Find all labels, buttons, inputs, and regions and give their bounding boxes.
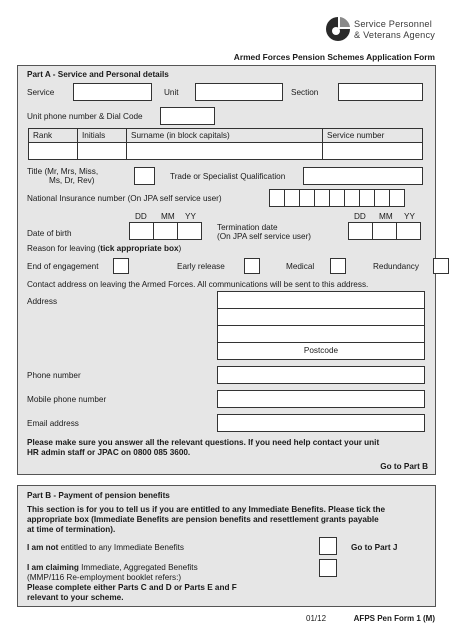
agency-name-line-2: & Veterans Agency [354, 29, 436, 40]
title-label-line-1: Title (Mr, Mrs, Miss, [27, 167, 99, 176]
agency-logo-icon [325, 16, 351, 42]
ni-box-1[interactable] [269, 189, 285, 207]
term-year-field[interactable] [396, 222, 421, 240]
go-to-part-j: Go to Part J [351, 543, 398, 552]
service-number-field[interactable] [323, 143, 422, 159]
dob-day-field[interactable] [129, 222, 154, 240]
address-label: Address [27, 297, 58, 306]
term-dd-label: DD [354, 212, 366, 221]
unit-phone-field[interactable] [160, 107, 215, 125]
reason-for-leaving-label [27, 244, 181, 253]
trade-field[interactable] [303, 167, 423, 185]
dob-yy-label: YY [185, 212, 196, 221]
ni-box-9[interactable] [389, 189, 405, 207]
not-entitled-label [27, 543, 184, 552]
ni-box-6[interactable] [344, 189, 360, 207]
service-label: Service [27, 88, 55, 97]
term-mm-label: MM [379, 212, 393, 221]
termination-label-line-2: (On JPA self service user) [217, 232, 312, 241]
not-entitled-checkbox[interactable] [319, 537, 337, 555]
rank-field[interactable] [29, 143, 78, 159]
personal-table-row [28, 142, 423, 160]
ni-box-2[interactable] [284, 189, 300, 207]
not-entitled-rest: entitled to any Immediate Benefits [58, 543, 185, 552]
phone-field[interactable] [217, 366, 425, 384]
part-b-intro-line-2: appropriate box (Immediate Benefits are pension benefits and resettlement grants payable [27, 515, 379, 524]
unit-field[interactable] [195, 83, 283, 101]
claiming-rest: Immediate, Aggregated Benefits [78, 563, 198, 572]
rank-column-header: Rank [29, 129, 78, 142]
section-field[interactable] [338, 83, 423, 101]
section-label: Section [291, 88, 319, 97]
mobile-label: Mobile phone number [27, 395, 107, 404]
claiming-line-2: (MMP/116 Re-employment booklet refers:) [27, 573, 182, 582]
ni-box-8[interactable] [374, 189, 390, 207]
address-line-3-field[interactable] [217, 325, 425, 343]
end-of-engagement-label: End of engagement [27, 262, 99, 271]
termination-date-boxes [348, 222, 420, 240]
trade-label: Trade or Specialist Qualification [170, 172, 286, 181]
dob-mm-label: MM [161, 212, 175, 221]
address-fields [217, 291, 425, 359]
dob-dd-label: DD [135, 212, 147, 221]
dob-month-field[interactable] [153, 222, 178, 240]
medical-label: Medical [286, 262, 315, 271]
part-b-intro-line-3: at time of termination). [27, 525, 116, 534]
help-text-line-1: Please make sure you answer all the relevant questions. If you need help contact your unit [27, 438, 380, 447]
footer-date: 01/12 [306, 614, 327, 623]
ni-number-label: National Insurance number (On JPA self service user) [27, 194, 222, 203]
personal-table-header [28, 128, 423, 143]
postcode-label: Postcode [303, 346, 339, 355]
service-field[interactable] [73, 83, 152, 101]
address-line-1-field[interactable] [217, 291, 425, 309]
unit-phone-label: Unit phone number & Dial Code [27, 112, 143, 121]
ni-box-7[interactable] [359, 189, 375, 207]
email-field[interactable] [217, 414, 425, 432]
end-of-engagement-checkbox[interactable] [113, 258, 129, 274]
term-month-field[interactable] [372, 222, 397, 240]
reason-suffix: ) [178, 244, 182, 253]
unit-label: Unit [164, 88, 179, 97]
not-entitled-bold: I am not [27, 543, 59, 552]
claiming-checkbox[interactable] [319, 559, 337, 577]
part-a-panel [17, 65, 436, 475]
part-b-panel [17, 485, 436, 607]
claiming-line-4: relevant to your scheme. [27, 593, 124, 602]
surname-column-header: Surname (in block capitals) [127, 129, 323, 142]
part-b-intro-line-1: This section is for you to tell us if you are entitled to any Immediate Benefits. Please tick the [27, 505, 386, 514]
ni-box-5[interactable] [329, 189, 345, 207]
redundancy-label: Redundancy [373, 262, 419, 271]
help-text-line-2: HR admin staff or JPAC on 0800 085 3600. [27, 448, 191, 457]
initials-column-header: Initials [78, 129, 127, 142]
redundancy-checkbox[interactable] [433, 258, 449, 274]
initials-field[interactable] [78, 143, 127, 159]
footer-form-id: AFPS Pen Form 1 (M) [353, 614, 435, 623]
claiming-line-3: Please complete either Parts C and D or Parts E and F [27, 583, 237, 592]
agency-name [354, 19, 435, 40]
date-of-birth-label: Date of birth [27, 229, 72, 238]
early-release-label: Early release [177, 262, 225, 271]
claiming-label [27, 563, 198, 572]
title-label [27, 167, 98, 185]
term-yy-label: YY [404, 212, 415, 221]
dob-boxes [129, 222, 201, 240]
service-number-column-header: Service number [327, 131, 385, 140]
term-day-field[interactable] [348, 222, 373, 240]
email-label: Email address [27, 419, 79, 428]
contact-address-note: Contact address on leaving the Armed Forces. All communications will be sent to this address. [27, 280, 369, 289]
claiming-bold: I am claiming [27, 563, 79, 572]
termination-label-line-1: Termination date [217, 223, 278, 232]
surname-field[interactable] [127, 143, 323, 159]
reason-instruction: tick appropriate box [100, 244, 179, 253]
dob-year-field[interactable] [177, 222, 202, 240]
reason-prefix: Reason for leaving ( [27, 244, 101, 253]
early-release-checkbox[interactable] [244, 258, 260, 274]
medical-checkbox[interactable] [330, 258, 346, 274]
part-b-title: Part B - Payment of pension benefits [27, 491, 170, 500]
go-to-part-b: Go to Part B [380, 462, 428, 471]
part-a-title: Part A - Service and Personal details [27, 70, 169, 79]
mobile-field[interactable] [217, 390, 425, 408]
termination-date-label [217, 223, 311, 241]
ni-box-3[interactable] [299, 189, 315, 207]
title-field[interactable] [134, 167, 155, 185]
address-line-2-field[interactable] [217, 308, 425, 326]
postcode-field[interactable] [217, 342, 425, 360]
title-label-line-2: Ms, Dr, Rev) [49, 176, 95, 185]
agency-name-line-1: Service Personnel [354, 19, 432, 29]
ni-number-boxes [269, 189, 404, 207]
ni-box-4[interactable] [314, 189, 330, 207]
form-title: Armed Forces Pension Schemes Application Form [233, 52, 435, 62]
phone-label: Phone number [27, 371, 81, 380]
